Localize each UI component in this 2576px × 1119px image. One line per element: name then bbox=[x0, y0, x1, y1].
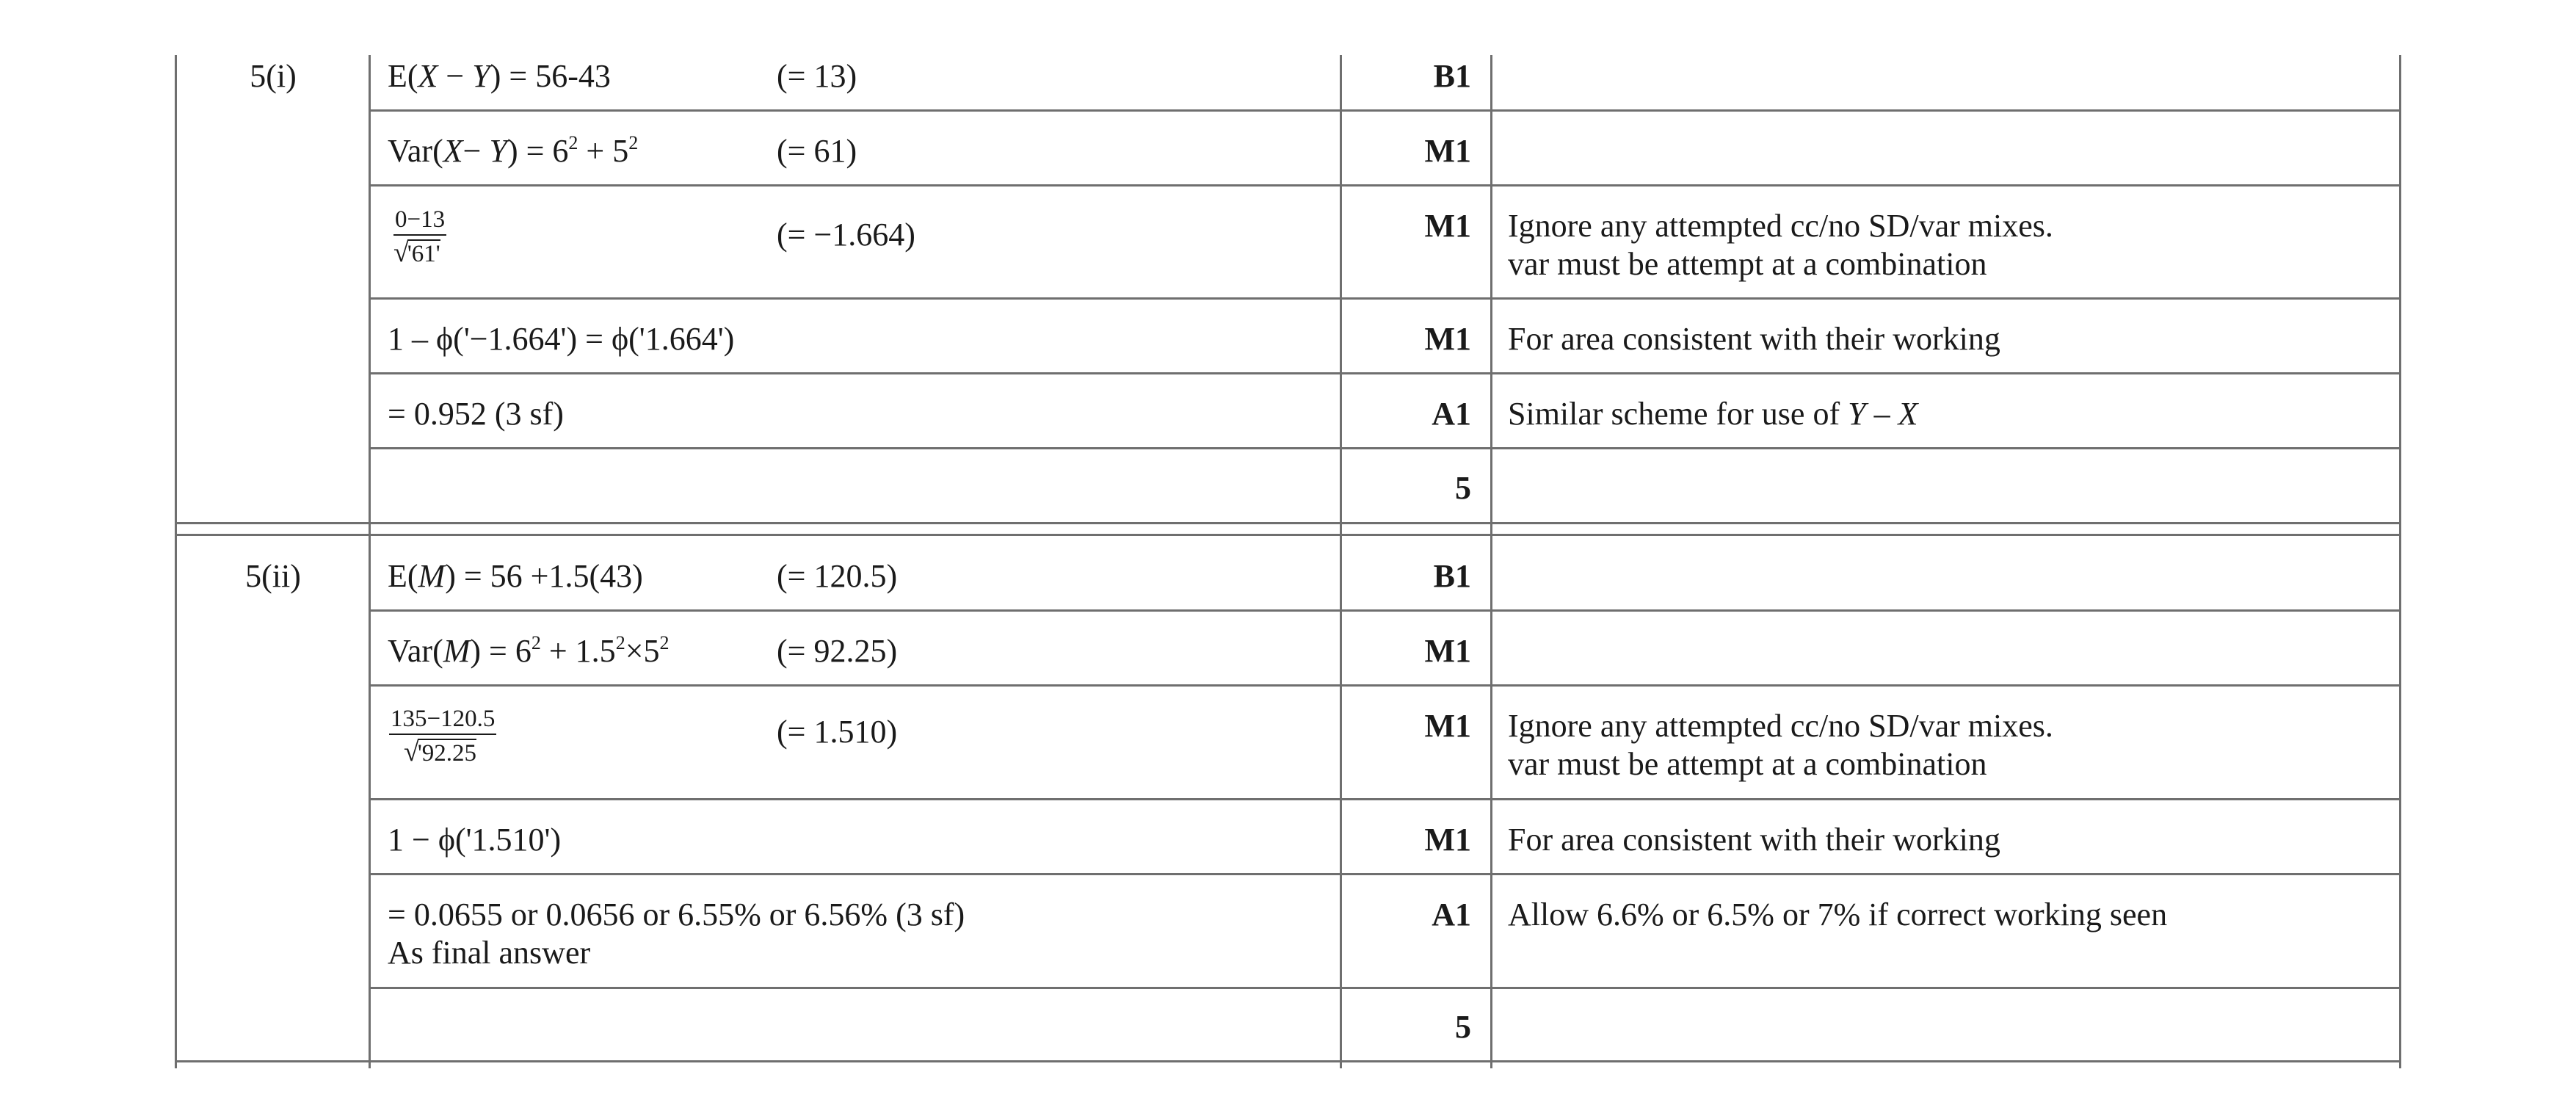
row-divider bbox=[369, 109, 2401, 112]
mark-code: M1 bbox=[1424, 208, 1471, 244]
column-divider bbox=[1340, 55, 1342, 1068]
fraction-numerator: 0−13 bbox=[393, 208, 446, 236]
guidance-text: For area consistent with their working bbox=[1508, 321, 2000, 357]
mark-code: M1 bbox=[1424, 633, 1471, 669]
result-value: (= 1.510) bbox=[777, 714, 898, 750]
guidance-text: Ignore any attempted cc/no SD/var mixes. bbox=[1508, 208, 2053, 244]
guidance-text: For area consistent with their working bbox=[1508, 822, 2000, 858]
working-text: = 0.952 (3 sf) bbox=[388, 396, 564, 432]
guidance-text: var must be attempt at a combination bbox=[1508, 246, 1987, 282]
result-value: (= 61) bbox=[777, 133, 857, 169]
table-border-bottom bbox=[175, 1060, 2401, 1062]
column-divider bbox=[1490, 55, 1492, 1068]
row-divider bbox=[369, 798, 2401, 800]
fraction-numerator: 135−120.5 bbox=[389, 707, 496, 735]
table-border-left bbox=[175, 55, 177, 1068]
working-text: 1 − ϕ('1.510') bbox=[388, 822, 562, 858]
total-marks: 5 bbox=[1455, 1009, 1471, 1045]
row-divider bbox=[369, 184, 2401, 186]
guidance-text: Allow 6.6% or 6.5% or 7% if correct working seen bbox=[1508, 897, 2168, 932]
row-divider bbox=[369, 447, 2401, 449]
guidance-text: var must be attempt at a combination bbox=[1508, 746, 1987, 782]
table-border-right bbox=[2399, 55, 2401, 1068]
working-text: $Var(M) = 6^2 + 1.5^2\times 5^2$ bbox=[388, 632, 670, 669]
row-divider bbox=[369, 873, 2401, 875]
row-divider bbox=[369, 987, 2401, 989]
mark-code: M1 bbox=[1424, 133, 1471, 169]
working-text: E(X − Y) = 56-43 bbox=[388, 58, 611, 94]
section-divider bbox=[175, 522, 2401, 524]
row-divider bbox=[369, 372, 2401, 374]
working-text: As final answer bbox=[388, 935, 591, 971]
z-score-fraction: $\frac{135-120.5}{√'92.25}$ bbox=[391, 706, 496, 767]
mark-code: B1 bbox=[1433, 558, 1471, 594]
fraction-denominator: '92.25 bbox=[417, 740, 477, 767]
working-text: $Var(X- Y) = 6^2 + 5^2$ bbox=[388, 132, 639, 169]
result-value: (= 92.25) bbox=[777, 633, 898, 669]
mark-code: A1 bbox=[1432, 396, 1471, 432]
working-text: E(M) = 56 +1.5(43) bbox=[388, 558, 643, 594]
total-marks: 5 bbox=[1455, 470, 1471, 506]
mark-code: A1 bbox=[1432, 897, 1471, 932]
row-divider bbox=[369, 684, 2401, 687]
result-value: (= 120.5) bbox=[777, 558, 898, 594]
guidance-text: Ignore any attempted cc/no SD/var mixes. bbox=[1508, 708, 2053, 744]
column-divider bbox=[369, 55, 371, 1068]
question-number: 5(i) bbox=[250, 58, 297, 94]
working-text: = 0.0655 or 0.0656 or 6.55% or 6.56% (3 sf) bbox=[388, 897, 965, 932]
mark-code: M1 bbox=[1424, 321, 1471, 357]
guidance-text: Similar scheme for use of Y – X bbox=[1508, 396, 1918, 432]
mark-code: M1 bbox=[1424, 822, 1471, 858]
section-divider bbox=[175, 534, 2401, 536]
mark-code: B1 bbox=[1433, 58, 1471, 94]
z-score-fraction: $\frac{0-13}{√'61'}$ bbox=[393, 206, 446, 268]
row-divider bbox=[369, 297, 2401, 300]
question-number: 5(ii) bbox=[245, 558, 301, 594]
result-value: (= 13) bbox=[777, 58, 857, 94]
fraction-denominator: '61' bbox=[407, 241, 440, 267]
row-divider bbox=[369, 609, 2401, 612]
working-text: 1 – ϕ('−1.664') = ϕ('1.664') bbox=[388, 321, 735, 357]
mark-code: M1 bbox=[1424, 708, 1471, 744]
result-value: (= −1.664) bbox=[777, 217, 915, 253]
